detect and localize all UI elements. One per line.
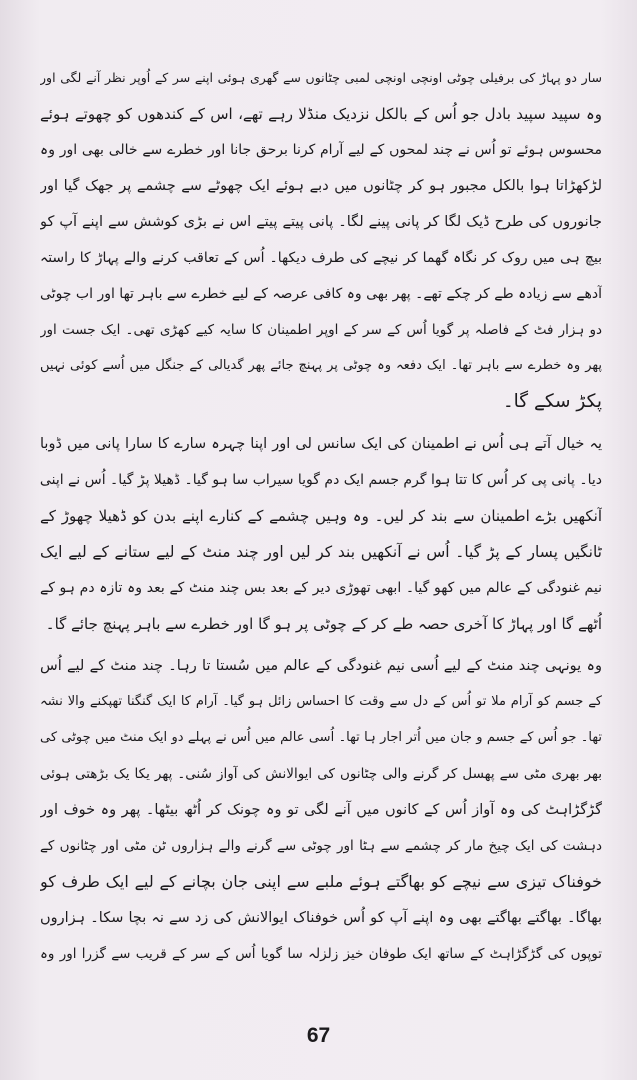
text-line: نیم غنودگی کے عالم میں کھو گیا۔ ابھی تھوڑی دیر کے بعد بس چند منٹ کے بعد وہ تازہ دم ہو کے (40, 580, 602, 596)
text-line: جانوروں کی طرح ڈیک لگا کر پانی پینے لگا۔ پانی پیتے پیتے اس نے بڑی کوشش سے اپنے آپ کو (40, 214, 602, 230)
text-line: تھا۔ جو اُس کے جسم و جان میں اُتر اجار ہا تھا۔ اُسی عالم میں اُس نے پہلے دو ایک منٹ میں چوٹی کی (40, 730, 602, 745)
paragraph-2 (40, 426, 602, 642)
text-line: پھر وہ خطرے سے باہر تھا۔ ایک دفعہ وہ چوٹی پر پہنچ جائے پھر گدیالی کے جنگل میں اُسے کوئی نہیں (40, 358, 602, 373)
text-line: پکڑ سکے گا۔ (502, 391, 602, 412)
text-line: محسوس ہوئے تو اُس نے چند لمحوں کے لیے آرام کرنا برحق جانا اور خطرے سے خالی بھی اور وہ (40, 142, 602, 158)
paragraph-1 (40, 60, 602, 420)
text-line: بھر بھری مٹی سے پھسل کر گرنے والی چٹانوں کی ایوالانش کی آواز سُنی۔ پھر یکا یک بڑھتی ہوئی (40, 766, 602, 782)
text-line: دو ہزار فٹ کے فاصلہ پر گویا اُس کے سر کے اوپر اطمینان کا سایہ کیے کھڑی تھی۔ ایک جست اور (40, 322, 602, 338)
text-line: سار دو پہاڑ کی برفیلی چوٹی اونچی اونچی لمبی چٹانوں سے گھری ہوئی اپنے سر کے اُوپر نظر آنے لگی اور (40, 70, 602, 85)
text-line: وہ سپید سپید بادل جو اُس کے بالکل نزدیک منڈلا رہے تھے، اس کے کندھوں کو چھوتے ہوئے (40, 105, 602, 123)
text-line: دیا۔ پانی پی کر اُس کا تتا ہوا گرم جسم ایک دم گویا سیراب سا ہو گیا۔ ڈھیلا پڑ گیا۔ اُس نے اپنی (40, 472, 602, 488)
text-line: وہ یونہی چند منٹ کے لیے اُسی نیم غنودگی کے عالم میں سُستا تا رہا۔ چند منٹ کے لیے اُس (40, 658, 602, 674)
text-line: بیچ ہی میں روک کر نگاہ گھما کر نیچے کی طرف دیکھا۔ اُس کے تعاقب کرنے والے پہاڑ کا راستہ (40, 250, 602, 266)
text-line: یہ خیال آتے ہی اُس نے اطمینان کی ایک سانس لی اور اپنا چہرہ سارے کا سارا پانی میں ڈوبا (40, 436, 602, 452)
urdu-text-block (40, 60, 602, 972)
text-line: بھاگا۔ بھاگتے بھاگتے بھی وہ اپنے آپ کو اُس خوفناک ایوالانش کی زد سے نہ بچا سکا۔ ہزاروں (40, 910, 602, 926)
paragraph-3 (40, 648, 602, 972)
text-line: کے جسم کو آرام ملا تو اُس کے دل سے وقت کا احساس زائل ہو گیا۔ آرام کا ایک گنگنا تھپکنے والا نشہ (40, 694, 602, 709)
text-line: توپوں کی گڑگڑاہٹ کے ساتھ ایک طوفان خیز زلزلہ سا گویا اُس کے سر کے قریب سے گزرا اور وہ (40, 946, 602, 962)
text-line: اُٹھے گا اور پہاڑ کا آخری حصہ طے کر کے چوٹی پر ہو گا اور خطرے سے باہر پہنچ جائے گا۔ (45, 615, 602, 633)
text-line: آنکھیں بڑے اطمینان سے بند کر لیں۔ وہ وہیں چشمے کے کنارے اپنے بدن کو ڈھیلا چھوڑ کے (40, 507, 602, 525)
text-line: لڑکھڑاتا ہوا بالکل مجبور ہو کر چٹانوں میں دبے ہوئے ایک چھوٹے سے چشمے پر جھک گیا اور (40, 178, 602, 194)
text-line: خوفناک تیزی سے نیچے کو بھاگتے ہوئے ملبے سے اپنی جان بچانے کے لیے ایک طرف کو (40, 872, 602, 891)
text-line: دہشت کی ایک چیخ مار کر چشمے سے ہٹا اور چوٹی سے گرنے والے ہزاروں ٹن مٹی اور چٹانوں کے (40, 838, 602, 854)
page-number: 67 (306, 1024, 331, 1047)
text-line: آدھے سے زیادہ طے کر چکے تھے۔ پھر بھی وہ کافی عرصہ کے لیے خطرے سے باہر تھا اور اب چوٹی (40, 286, 602, 302)
text-line: ٹانگیں پسار کے پڑ گیا۔ اُس نے آنکھیں بند کر لیں اور چند منٹ کے لیے ستانے کے لیے ایک (40, 543, 602, 561)
text-line: گڑگڑاہٹ کی وہ آواز اُس کے کانوں میں آنے لگی تو وہ چونک کر اُٹھ بیٹھا۔ پھر وہ خوف اور (40, 802, 602, 818)
